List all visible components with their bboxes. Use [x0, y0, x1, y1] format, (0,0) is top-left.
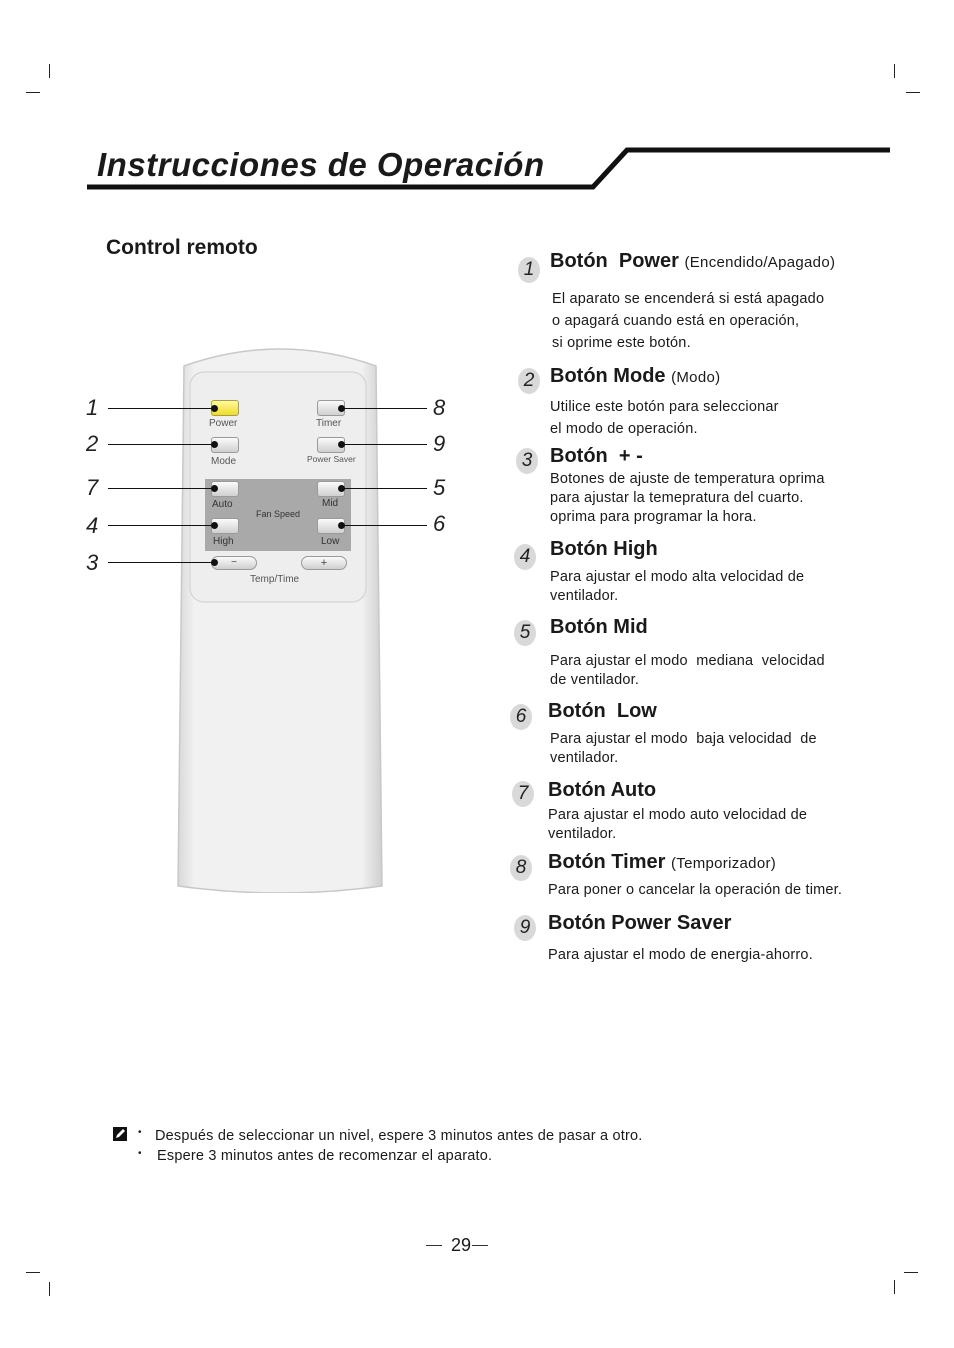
description-line: oprima para programar la hora.: [550, 509, 757, 525]
button-heading: [550, 365, 720, 388]
temp-time-label: Temp/Time: [250, 574, 300, 585]
button-title: Botón Timer: [548, 851, 666, 873]
fan-speed-label: Fan Speed: [256, 509, 301, 519]
callout-line: [108, 488, 214, 489]
callout-line: [108, 408, 214, 409]
page-title: Instrucciones de Operación: [97, 146, 545, 183]
description-line: ventilador.: [550, 588, 619, 604]
callout-number: 5: [433, 475, 446, 500]
crop-mark: [26, 1272, 40, 1273]
description-line: Utilice este botón para seleccionar: [550, 399, 779, 415]
callout-line: [343, 488, 427, 489]
description-line: El aparato se encenderá si está apagado: [552, 291, 825, 307]
callout-dot: [211, 441, 218, 448]
button-heading: [548, 779, 656, 802]
callout-line: [108, 562, 214, 563]
page-number-dash: [426, 1245, 442, 1246]
button-number: 2: [518, 368, 540, 394]
button-heading: [548, 912, 731, 935]
description-line: Para ajustar el modo alta velocidad de: [550, 569, 805, 585]
page-number-dash: [472, 1245, 488, 1246]
button-description: [550, 470, 825, 527]
button-title: Botón High: [550, 538, 658, 560]
mode-label: Mode: [211, 456, 237, 467]
button-title: Botón Mode: [550, 365, 666, 387]
high-label: High: [213, 536, 234, 547]
title-underline: [0, 0, 954, 200]
button-number: 7: [512, 781, 534, 807]
callout-number: 3: [86, 550, 99, 575]
description-line: de ventilador.: [550, 672, 640, 688]
power-label: Power: [209, 418, 238, 429]
button-description: [548, 881, 842, 900]
page-number: 29: [451, 1235, 472, 1255]
crop-mark: [49, 1282, 50, 1296]
button-heading: [550, 616, 648, 639]
callout-line: [343, 408, 427, 409]
note-text: Después de seleccionar un nivel, espere 3 minutos antes de pasar a otro.: [155, 1128, 643, 1144]
button-description: [550, 568, 804, 606]
callout-line: [108, 525, 214, 526]
button-heading: [548, 700, 657, 723]
description-line: ventilador.: [548, 826, 617, 842]
callout-line: [343, 444, 427, 445]
callout-number: 4: [86, 513, 99, 538]
button-number: 5: [514, 620, 536, 646]
button-number: 1: [518, 257, 540, 283]
temp-plus-button[interactable]: +: [301, 556, 347, 570]
callout-number: 1: [86, 395, 99, 420]
callout-line: [343, 525, 427, 526]
description-line: o apagará cuando está en operación,: [552, 313, 800, 329]
description-line: Para ajustar el modo de energia-ahorro.: [548, 947, 813, 963]
remote-control-body: [176, 338, 384, 893]
temp-minus-button[interactable]: −: [211, 556, 257, 570]
callout-number: 6: [433, 511, 446, 536]
button-subtitle: (Modo): [671, 369, 721, 386]
crop-mark: [904, 1272, 918, 1273]
note-bullet: •: [138, 1127, 142, 1138]
callout-dot: [338, 441, 345, 448]
description-line: Botones de ajuste de temperatura oprima: [550, 471, 825, 487]
description-line: el modo de operación.: [550, 421, 698, 437]
low-label: Low: [321, 536, 340, 547]
button-title: Botón Auto: [548, 779, 657, 801]
description-line: si oprime este botón.: [552, 335, 691, 351]
description-line: para ajustar la temepratura del cuarto.: [550, 490, 804, 506]
button-heading: [550, 445, 643, 468]
note-text: Espere 3 minutos antes de recomenzar el aparato.: [157, 1148, 493, 1164]
callout-dot: [338, 405, 345, 412]
button-description: [550, 652, 825, 690]
callout-dot: [211, 405, 218, 412]
button-title: Botón Power: [550, 250, 679, 272]
button-description: [550, 396, 779, 440]
callout-number: 9: [433, 431, 446, 456]
button-title: Botón Power Saver: [548, 912, 732, 934]
button-number: 8: [510, 855, 532, 881]
auto-label: Auto: [212, 499, 233, 510]
button-title: Botón Low: [548, 700, 657, 722]
button-description: [552, 288, 824, 354]
button-description: [548, 946, 813, 965]
button-subtitle: (Temporizador): [670, 855, 777, 872]
callout-dot: [338, 522, 345, 529]
callout-dot: [211, 559, 218, 566]
note-bullet: •: [138, 1148, 142, 1159]
button-number: 4: [514, 544, 536, 570]
button-title: Botón + -: [550, 445, 643, 467]
description-line: Para poner o cancelar la operación de timer.: [548, 882, 843, 898]
callout-number: 2: [86, 431, 99, 456]
description-line: Para ajustar el modo baja velocidad de: [550, 731, 817, 747]
note-pencil-icon: [113, 1127, 127, 1141]
button-number: 9: [514, 915, 536, 941]
button-heading: [550, 538, 658, 561]
description-line: Para ajustar el modo mediana velocidad: [550, 653, 825, 669]
mid-label: Mid: [322, 498, 339, 509]
button-heading: [550, 250, 835, 273]
button-description: [550, 730, 817, 768]
callout-dot: [338, 485, 345, 492]
section-title: Control remoto: [106, 236, 258, 259]
button-number: 6: [510, 704, 532, 730]
button-subtitle: (Encendido/Apagado): [684, 254, 836, 271]
description-line: ventilador.: [550, 750, 619, 766]
timer-label: Timer: [316, 418, 342, 429]
callout-dot: [211, 522, 218, 529]
button-number: 3: [516, 448, 538, 474]
callout-number: 7: [86, 475, 99, 500]
callout-dot: [211, 485, 218, 492]
button-description: [548, 806, 807, 844]
button-heading: [548, 851, 776, 874]
crop-mark: [894, 1280, 895, 1294]
callout-line: [108, 444, 214, 445]
description-line: Para ajustar el modo auto velocidad de: [548, 807, 808, 823]
power-saver-label: Power Saver: [307, 454, 356, 464]
button-title: Botón Mid: [550, 616, 648, 638]
callout-number: 8: [433, 395, 446, 420]
